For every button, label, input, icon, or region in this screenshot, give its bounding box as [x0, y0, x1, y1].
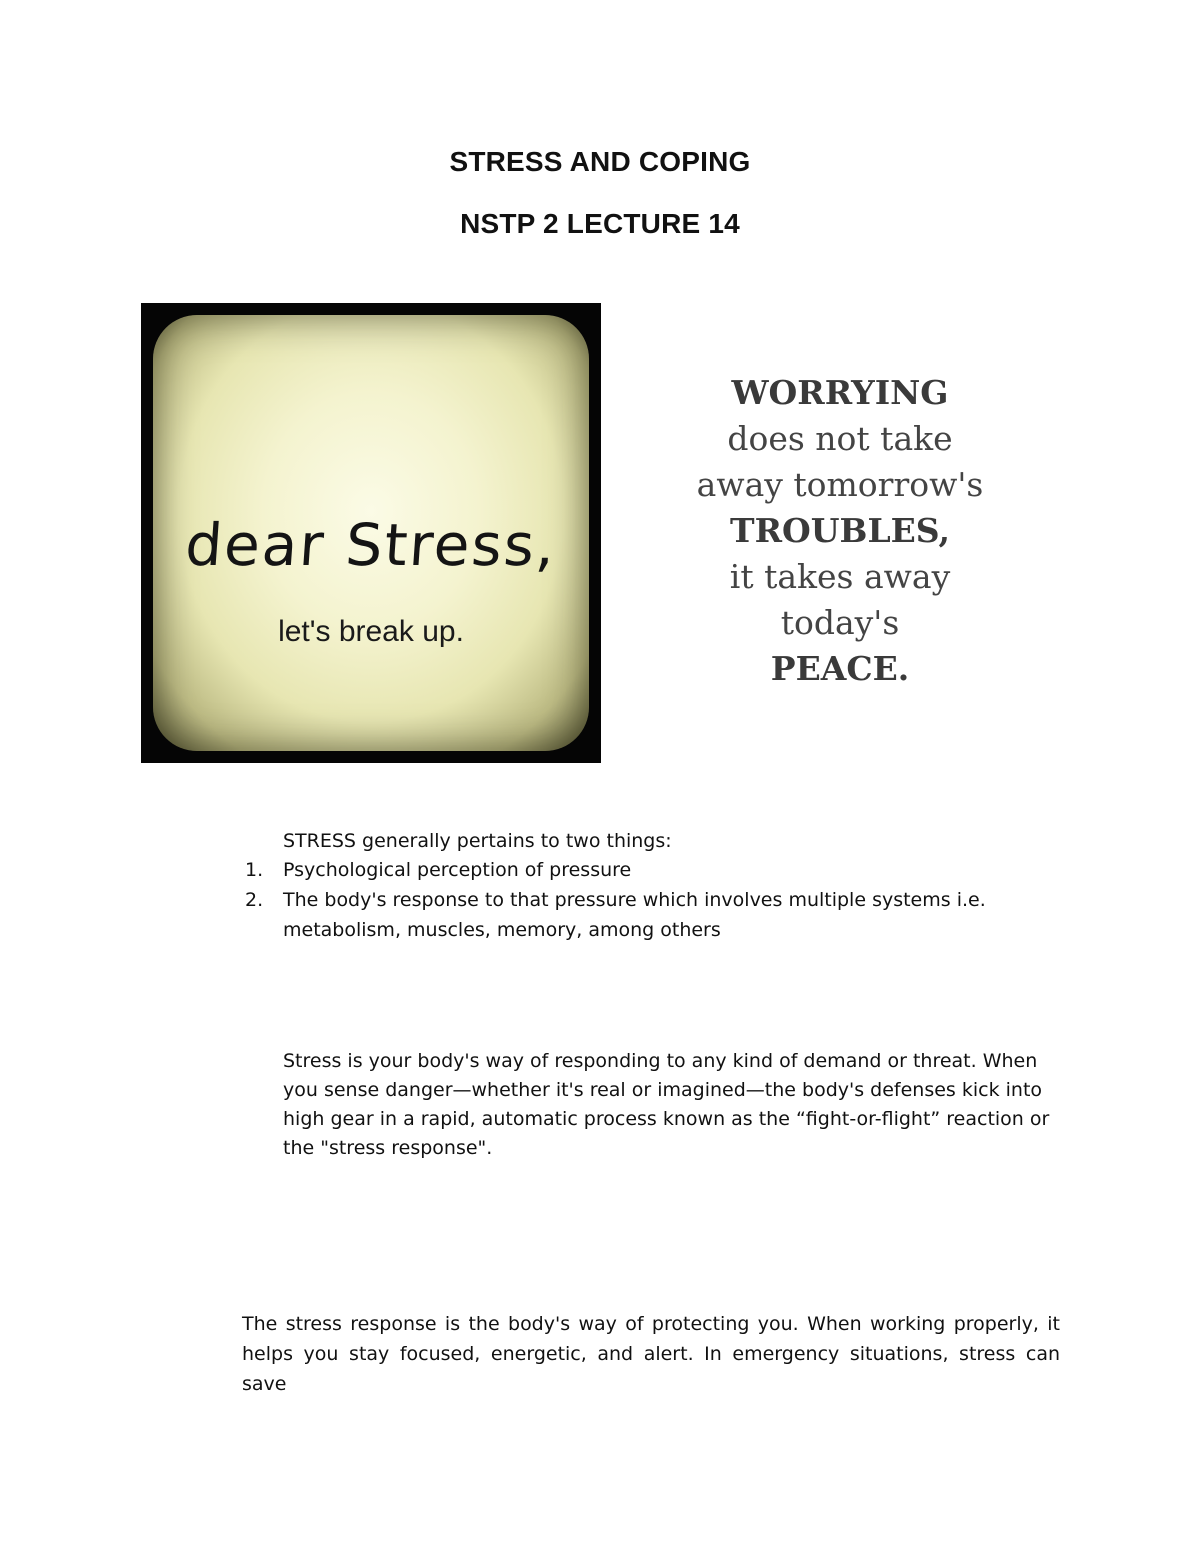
quote-line: does not take	[727, 419, 953, 458]
list-text: The body's response to that pressure which involves multiple systems i.e. metabolism, muscles, memory, among others	[283, 889, 986, 941]
list-number: 2.	[245, 889, 264, 911]
definition-list	[245, 855, 1045, 945]
list-number: 1.	[245, 859, 264, 881]
list-text: Psychological perception of pressure	[283, 859, 632, 881]
stress-response-paragraph: The stress response is the body's way of protecting you. When working properly, it helps you stay focused, energetic, and alert. In emergency situations, stress can save	[242, 1313, 1060, 1395]
dear-stress-image	[141, 303, 601, 763]
document-subtitle: NSTP 2 LECTURE 14	[460, 208, 740, 239]
list-item	[245, 885, 1045, 945]
quote-line: away tomorrow's	[696, 465, 984, 504]
poster-caption: let's break up.	[278, 615, 464, 648]
stress-explanation-paragraph: Stress is your body's way of responding to any kind of demand or threat. When you sense danger—whether it's real or imagined—the body's defenses kick into high gear in a rapid, automatic process known as the “fight-or-flight” reaction or the "stress response".	[283, 1050, 1050, 1159]
poster-headline: dear Stress,	[183, 511, 559, 579]
quote-line: it takes away	[729, 557, 951, 596]
document-title: STRESS AND COPING	[449, 146, 751, 177]
list-item	[245, 855, 1045, 885]
quote-line: TROUBLES,	[730, 511, 950, 550]
worry-quote	[640, 370, 1040, 692]
definition-lead: STRESS generally pertains to two things:	[283, 830, 672, 852]
quote-line: PEACE.	[770, 649, 910, 688]
poster-background	[153, 315, 589, 751]
quote-line: today's	[780, 603, 900, 642]
quote-line: WORRYING	[731, 373, 949, 412]
